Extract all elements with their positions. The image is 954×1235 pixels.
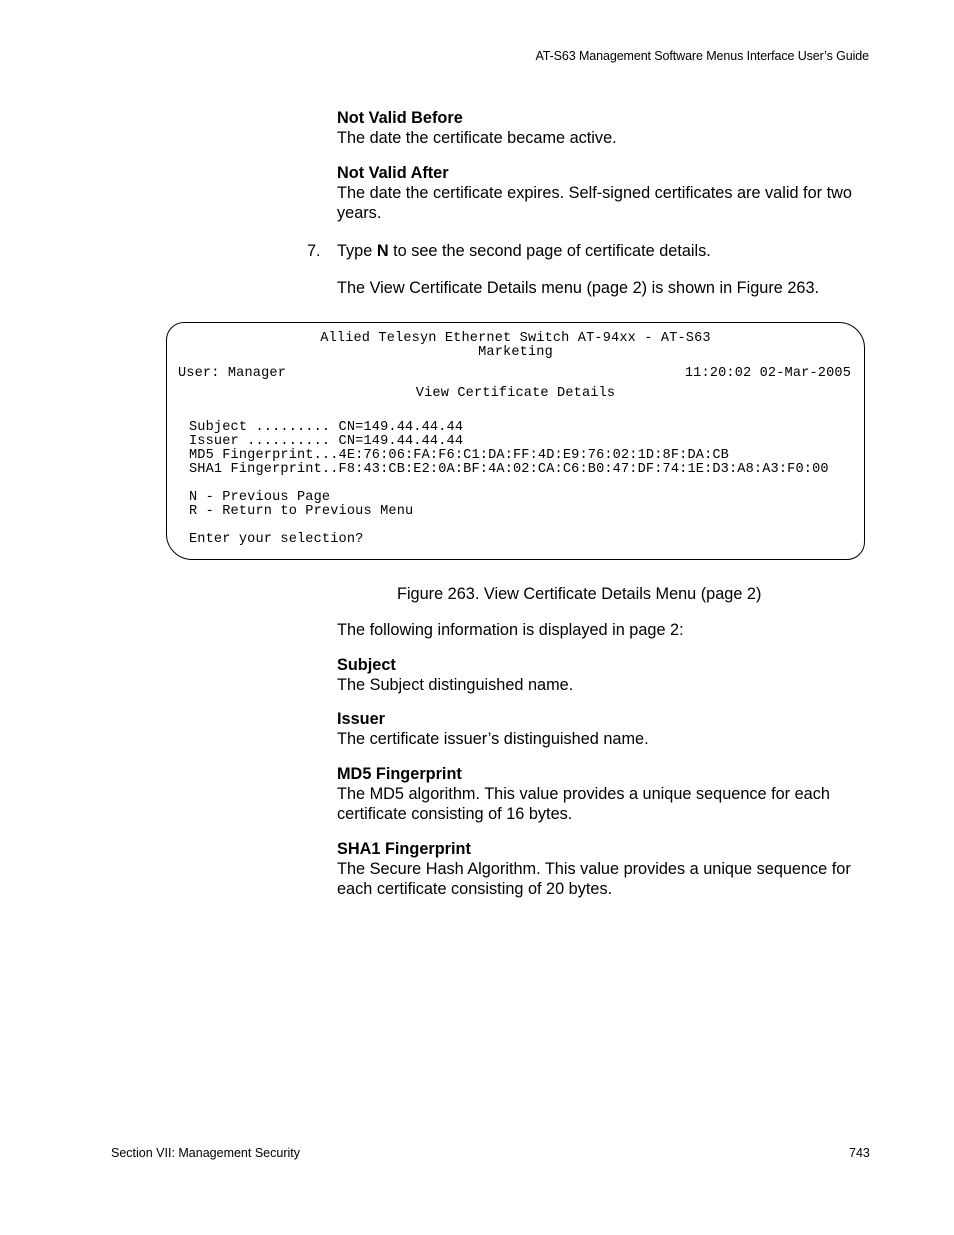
definition-issuer <box>337 709 877 749</box>
running-header: AT-S63 Management Software Menus Interface User’s Guide <box>535 49 869 63</box>
definition-md5 <box>337 764 862 824</box>
definition-sha1 <box>337 839 862 899</box>
definition-not-valid-before <box>337 108 877 148</box>
footer-page-number: 743 <box>849 1146 870 1160</box>
definition-term: MD5 Fingerprint <box>337 765 462 783</box>
definition-term: Not Valid Before <box>337 109 463 127</box>
terminal-menu-title: View Certificate Details <box>415 386 616 401</box>
definition-term: Not Valid After <box>337 164 449 182</box>
step-number: 7. <box>307 242 321 260</box>
step-text <box>337 241 877 261</box>
following-intro: The following information is displayed in page 2: <box>337 621 684 639</box>
definition-desc: The certificate issuer’s distinguished name. <box>337 730 649 748</box>
step-pre: Type <box>337 242 377 260</box>
definition-desc: The MD5 algorithm. This value provides a unique sequence for each certificate consisting of 16 bytes. <box>337 785 830 823</box>
definition-desc: The Subject distinguished name. <box>337 676 574 694</box>
step-post: to see the second page of certificate details. <box>388 242 711 260</box>
terminal-title-line2: Marketing <box>478 345 553 360</box>
terminal-prompt[interactable]: Enter your selection? <box>189 532 364 547</box>
definition-subject <box>337 655 877 695</box>
definition-term: SHA1 Fingerprint <box>337 840 471 858</box>
footer-section: Section VII: Management Security <box>111 1146 300 1160</box>
terminal-field-md5: MD5 Fingerprint...4E:76:06:FA:F6:C1:DA:FF:4D:E9:76:02:1D:8F:DA:CB <box>189 448 729 463</box>
definition-desc: The date the certificate expires. Self-signed certificates are valid for two years. <box>337 184 852 222</box>
terminal-title-line1: Allied Telesyn Ethernet Switch AT-94xx - AT-S63 <box>320 331 711 346</box>
step-key: N <box>376 242 389 260</box>
figure-intro: The View Certificate Details menu (page 2) is shown in Figure 263. <box>337 279 820 297</box>
terminal-option-return[interactable]: R - Return to Previous Menu <box>189 504 414 519</box>
definition-not-valid-after <box>337 163 857 223</box>
terminal-option-previous[interactable]: N - Previous Page <box>189 490 331 505</box>
terminal-datetime: 11:20:02 02-Mar-2005 <box>684 366 851 381</box>
definition-term: Issuer <box>337 710 385 728</box>
terminal-user: User: Manager <box>178 366 286 381</box>
terminal-field-issuer: Issuer .......... CN=149.44.44.44 <box>189 434 464 449</box>
figure-caption: Figure 263. View Certificate Details Menu (page 2) <box>397 585 762 603</box>
terminal-field-sha1: SHA1 Fingerprint..F8:43:CB:E2:0A:BF:4A:02:CA:C6:B0:47:DF:74:1E:D3:A8:A3:F0:00 <box>189 462 829 477</box>
definition-term: Subject <box>337 656 396 674</box>
terminal-field-subject: Subject ......... CN=149.44.44.44 <box>189 420 464 435</box>
definition-desc: The Secure Hash Algorithm. This value provides a unique sequence for each certificate consisting of 20 bytes. <box>337 860 851 898</box>
definition-desc: The date the certificate became active. <box>337 129 617 147</box>
